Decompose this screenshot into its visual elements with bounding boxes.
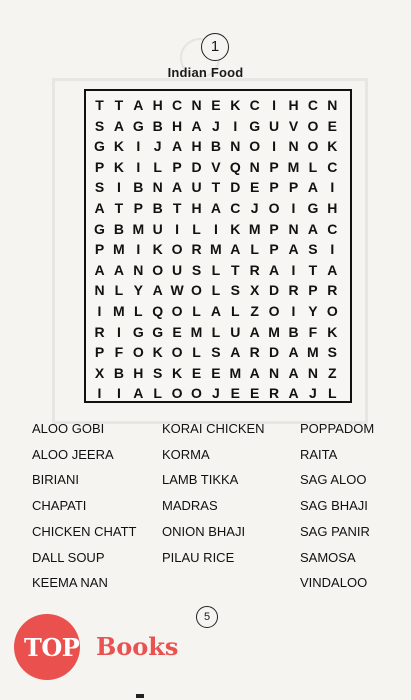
word-list-item: SAG BHAJI <box>300 498 368 514</box>
grid-cell[interactable]: C <box>327 220 338 237</box>
grid-cell[interactable]: S <box>211 344 221 361</box>
grid-cell[interactable]: P <box>269 241 279 258</box>
grid-cell[interactable]: A <box>288 241 299 258</box>
grid-cell[interactable]: B <box>133 179 144 196</box>
grid-cell[interactable]: A <box>307 220 318 237</box>
grid-cell[interactable]: N <box>288 138 299 155</box>
grid-cell[interactable]: E <box>211 97 221 113</box>
grid-cell[interactable]: L <box>231 303 240 319</box>
grid-cell[interactable]: I <box>116 385 121 402</box>
grid-cell[interactable]: I <box>136 138 141 155</box>
grid-cell[interactable]: P <box>308 282 318 299</box>
grid-cell[interactable]: A <box>288 344 299 361</box>
grid-cell[interactable]: N <box>249 158 260 175</box>
grid-cell[interactable]: T <box>231 261 240 278</box>
grid-cell[interactable]: T <box>308 261 318 278</box>
word-list-item: ALOO JEERA <box>32 446 114 462</box>
grid-cell[interactable]: E <box>250 179 260 196</box>
grid-cell[interactable]: V <box>211 158 221 175</box>
grid-cell[interactable]: B <box>288 323 299 340</box>
grid-cell[interactable]: A <box>94 261 105 278</box>
grid-cell[interactable]: X <box>94 364 105 381</box>
grid-cell[interactable]: H <box>191 200 202 216</box>
grid-cell[interactable]: X <box>250 282 260 299</box>
grid-cell[interactable]: N <box>327 97 338 113</box>
grid-cell[interactable]: L <box>211 261 221 278</box>
watermark-badge-text: TOP <box>24 633 80 662</box>
grid-cell[interactable]: E <box>191 364 202 381</box>
grid-cell[interactable]: G <box>94 138 105 155</box>
grid-cell[interactable]: K <box>113 138 124 155</box>
grid-cell[interactable]: J <box>211 117 220 134</box>
grid-cell[interactable]: R <box>327 282 338 299</box>
grid-cell[interactable]: P <box>94 158 105 175</box>
grid-cell[interactable]: U <box>152 220 163 237</box>
word-list-item: CHAPATI <box>32 498 87 514</box>
grid-cell[interactable]: A <box>230 344 241 361</box>
grid-cell[interactable]: E <box>230 385 240 402</box>
grid-cell[interactable]: A <box>288 364 299 381</box>
grid-cell[interactable]: U <box>230 323 241 340</box>
grid-cell[interactable]: S <box>308 241 318 258</box>
grid-cell[interactable]: A <box>113 117 124 134</box>
grid-cell[interactable]: I <box>213 220 218 237</box>
grid-cell[interactable]: U <box>269 117 280 134</box>
grid-cell[interactable]: S <box>191 261 202 278</box>
grid-cell[interactable]: T <box>114 200 124 216</box>
grid-cell[interactable]: A <box>249 364 260 381</box>
grid-cell[interactable]: H <box>172 117 183 134</box>
grid-cell[interactable]: K <box>113 158 124 175</box>
grid-cell[interactable]: Z <box>328 364 337 381</box>
grid-cell[interactable]: L <box>134 303 143 319</box>
grid-cell[interactable]: P <box>133 200 143 216</box>
word-list-item: RAITA <box>300 446 338 462</box>
grid-cell[interactable]: U <box>191 179 202 196</box>
grid-cell[interactable]: O <box>152 261 164 278</box>
grid-cell[interactable]: K <box>152 241 163 258</box>
grid-cell[interactable]: O <box>307 138 319 155</box>
topbooks-watermark <box>14 614 194 678</box>
grid-cell[interactable]: E <box>211 364 221 381</box>
grid-cell[interactable]: G <box>94 220 105 237</box>
word-list-item: KEEMA NAN <box>32 575 108 591</box>
grid-cell[interactable]: P <box>94 241 105 258</box>
grid-cell[interactable]: R <box>191 241 202 258</box>
grid-cell[interactable]: R <box>288 282 299 299</box>
grid-cell[interactable]: O <box>249 138 261 155</box>
grid-cell[interactable]: B <box>210 138 221 155</box>
grid-cell[interactable]: I <box>291 303 296 319</box>
grid-cell[interactable]: I <box>97 385 102 402</box>
grid-cell[interactable]: A <box>191 117 202 134</box>
grid-cell[interactable]: M <box>190 323 203 340</box>
grid-cell[interactable]: G <box>132 117 144 134</box>
grid-cell[interactable]: A <box>113 261 124 278</box>
grid-cell[interactable]: L <box>153 158 162 175</box>
grid-cell[interactable]: I <box>272 138 277 155</box>
word-list-item: DALL SOUP <box>32 549 105 565</box>
grid-cell[interactable]: A <box>249 323 260 340</box>
grid-cell[interactable]: I <box>272 97 277 113</box>
puzzle-title: Indian Food <box>167 65 244 80</box>
grid-cell[interactable]: A <box>307 179 318 196</box>
grid-cell[interactable]: O <box>268 200 280 216</box>
grid-cell[interactable]: G <box>307 200 319 216</box>
grid-cell[interactable]: J <box>153 138 162 155</box>
grid-cell[interactable]: A <box>230 241 241 258</box>
puzzle-number: 1 <box>201 33 229 61</box>
grid-cell[interactable]: I <box>116 323 121 340</box>
grid-cell[interactable]: L <box>192 344 201 361</box>
grid-cell[interactable]: M <box>229 364 242 381</box>
grid-cell[interactable]: L <box>328 385 337 402</box>
grid-cell[interactable]: I <box>291 261 296 278</box>
grid-cell[interactable]: V <box>288 117 299 134</box>
grid-cell[interactable]: A <box>172 138 183 155</box>
word-list-item: PILAU RICE <box>162 549 235 565</box>
grid-cell[interactable]: L <box>211 323 221 340</box>
word-list-item: SAG ALOO <box>300 472 367 488</box>
grid-cell[interactable]: J <box>211 385 220 402</box>
grid-cell[interactable]: B <box>152 117 163 134</box>
grid-cell[interactable]: P <box>269 220 279 237</box>
word-list-item: VINDALOO <box>300 575 368 591</box>
grid-cell[interactable]: C <box>172 97 183 113</box>
grid-cell[interactable]: A <box>133 385 144 402</box>
grid-cell[interactable]: D <box>269 344 280 361</box>
grid-cell[interactable]: P <box>269 158 279 175</box>
grid-cell[interactable]: M <box>307 344 319 361</box>
grid-cell[interactable]: R <box>249 344 260 361</box>
grid-cell[interactable]: K <box>230 97 241 113</box>
grid-cell[interactable]: Z <box>250 303 259 319</box>
grid-cell[interactable]: M <box>113 241 125 258</box>
grid-cell[interactable]: A <box>210 303 221 319</box>
grid-cell[interactable]: O <box>171 303 183 319</box>
grid-cell[interactable]: G <box>132 323 144 340</box>
page-number: 5 <box>196 606 218 628</box>
grid-cell[interactable]: N <box>94 282 105 299</box>
grid-cell[interactable]: I <box>175 220 180 237</box>
grid-cell[interactable]: M <box>248 220 261 237</box>
grid-cell[interactable]: S <box>94 117 105 134</box>
grid-cell[interactable]: A <box>94 200 105 216</box>
word-list-item: BIRIANI <box>32 472 79 488</box>
grid-cell[interactable]: C <box>307 97 318 113</box>
grid-cell[interactable]: B <box>152 200 163 216</box>
grid-cell[interactable]: H <box>288 97 299 113</box>
word-search-grid[interactable] <box>84 89 352 403</box>
grid-cell[interactable]: O <box>191 385 202 402</box>
grid-cell[interactable]: I <box>330 179 335 196</box>
grid-cell[interactable]: F <box>114 344 124 361</box>
grid-cell[interactable]: J <box>250 200 259 216</box>
grid-cell[interactable]: E <box>327 117 337 134</box>
grid-cell[interactable]: E <box>250 385 260 402</box>
grid-cell[interactable]: L <box>192 220 201 237</box>
word-list-item: LAMB TIKKA <box>162 472 239 488</box>
grid-cell[interactable]: C <box>327 158 338 175</box>
grid-cell[interactable]: C <box>230 200 241 216</box>
grid-cell[interactable]: R <box>249 261 260 278</box>
grid-cell[interactable]: O <box>171 241 183 258</box>
grid-cell[interactable]: O <box>132 344 144 361</box>
grid-cell[interactable]: D <box>230 179 241 196</box>
grid-cell[interactable]: H <box>327 200 338 216</box>
grid-cell[interactable]: B <box>113 220 124 237</box>
watermark-word: Books <box>96 632 179 661</box>
word-list-item: ONION BHAJI <box>162 523 246 539</box>
grid-cell[interactable]: S <box>327 344 337 361</box>
grid-cell[interactable]: T <box>172 200 182 216</box>
grid-cell[interactable]: A <box>269 261 280 278</box>
grid-cell[interactable]: P <box>269 179 279 196</box>
grid-cell[interactable]: K <box>152 344 163 361</box>
grid-cell[interactable]: M <box>268 323 280 340</box>
grid-cell[interactable]: R <box>269 385 280 402</box>
grid-cell[interactable]: G <box>152 323 164 340</box>
word-list-item: KORAI CHICKEN <box>162 421 265 436</box>
grid-cell[interactable]: Y <box>308 303 318 319</box>
grid-cell[interactable]: O <box>268 303 280 319</box>
grid-cell[interactable]: S <box>230 282 240 299</box>
grid-cell[interactable]: T <box>114 97 124 113</box>
grid-cell[interactable]: Q <box>229 158 241 175</box>
grid-cell[interactable]: C <box>249 97 260 113</box>
grid-cell[interactable]: H <box>133 364 144 381</box>
grid-cell[interactable]: U <box>172 261 183 278</box>
grid-cell[interactable]: I <box>233 117 238 134</box>
grid-cell[interactable]: S <box>94 179 105 196</box>
grid-cell[interactable]: O <box>191 282 202 299</box>
grid-cell[interactable]: L <box>192 303 201 319</box>
grid-cell[interactable]: A <box>327 261 338 278</box>
grid-cell[interactable]: D <box>269 282 280 299</box>
grid-cell[interactable]: P <box>288 179 299 196</box>
grid-cell[interactable]: K <box>327 323 338 340</box>
grid-cell[interactable]: Y <box>133 282 143 299</box>
grid-cell[interactable]: N <box>191 97 202 113</box>
grid-cell[interactable]: I <box>136 241 141 258</box>
grid-cell[interactable]: B <box>113 364 124 381</box>
grid-cell[interactable]: A <box>152 282 163 299</box>
grid-cell[interactable]: R <box>94 323 105 340</box>
grid-cell[interactable]: O <box>307 117 319 134</box>
grid-cell[interactable]: A <box>288 385 299 402</box>
grid-cell[interactable]: K <box>327 138 338 155</box>
grid-cell[interactable]: O <box>171 385 183 402</box>
grid-cell[interactable]: L <box>308 158 318 175</box>
grid-cell[interactable]: T <box>95 97 104 113</box>
print-mark <box>136 694 144 698</box>
grid-cell[interactable]: A <box>172 179 183 196</box>
grid-cell[interactable]: I <box>136 158 141 175</box>
grid-cell[interactable]: A <box>133 97 144 113</box>
grid-cell[interactable]: K <box>172 364 183 381</box>
grid-cell[interactable]: I <box>291 200 296 216</box>
grid-cell[interactable]: S <box>153 364 163 381</box>
grid-cell[interactable]: M <box>287 158 300 175</box>
grid-cell[interactable]: O <box>326 303 338 319</box>
grid-cell[interactable]: J <box>308 385 317 402</box>
grid-cell[interactable]: W <box>170 282 184 299</box>
grid-cell[interactable]: F <box>308 323 318 340</box>
word-list-item: MADRAS <box>162 498 218 514</box>
word-list-item: POPPADOM <box>300 421 375 436</box>
grid-cell[interactable]: H <box>191 138 202 155</box>
grid-cell[interactable]: E <box>172 323 182 340</box>
word-list-item: SAG PANIR <box>300 523 370 539</box>
grid-cell[interactable]: L <box>250 241 259 258</box>
grid-cell[interactable]: D <box>191 158 202 175</box>
grid-cell[interactable]: N <box>307 364 318 381</box>
grid-cell[interactable]: N <box>288 220 299 237</box>
word-list-item: KORMA <box>162 446 210 462</box>
grid-cell[interactable]: T <box>211 179 221 196</box>
grid-cell[interactable]: M <box>132 220 145 237</box>
grid-cell[interactable]: N <box>133 261 144 278</box>
grid-cell[interactable]: K <box>230 220 241 237</box>
grid-cell[interactable]: A <box>210 200 221 216</box>
grid-cell[interactable]: I <box>97 303 102 319</box>
grid-cell[interactable]: M <box>113 303 125 319</box>
grid-cell[interactable]: G <box>249 117 261 134</box>
grid-cell[interactable]: I <box>116 179 121 196</box>
grid-cell[interactable]: L <box>114 282 124 299</box>
grid-cell[interactable]: N <box>230 138 241 155</box>
grid-cell[interactable]: L <box>153 385 162 402</box>
grid-cell[interactable]: N <box>269 364 280 381</box>
grid-cell[interactable]: N <box>152 179 163 196</box>
grid-cell[interactable]: L <box>211 282 221 299</box>
word-list-item: SAMOSA <box>300 549 356 565</box>
grid-cell[interactable]: I <box>330 241 335 258</box>
grid-cell[interactable]: O <box>171 344 183 361</box>
word-list-item: CHICKEN CHATT <box>32 523 137 539</box>
grid-cell[interactable]: P <box>172 158 182 175</box>
grid-cell[interactable]: H <box>152 97 163 113</box>
grid-cell[interactable]: P <box>94 344 105 361</box>
word-list-item: ALOO GOBI <box>32 421 105 436</box>
grid-cell[interactable]: Q <box>152 303 164 319</box>
grid-cell[interactable]: M <box>210 241 222 258</box>
